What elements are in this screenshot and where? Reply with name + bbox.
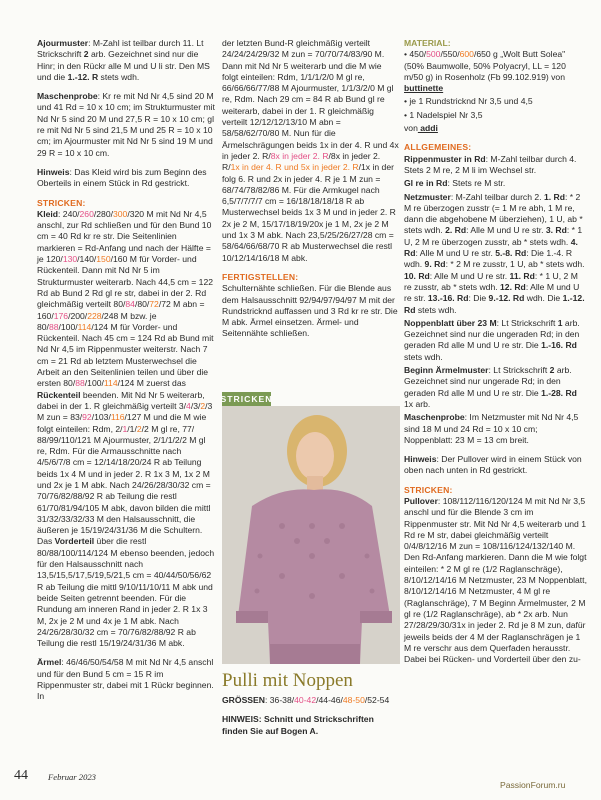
term: Maschenprobe	[404, 412, 465, 423]
text: : Im Netzmuster mit Nd Nr 4,5 sind 18 M und 24 Rd = 10 x 10 cm; Noppenblatt: 23 M = 13 cm breit.	[404, 412, 579, 445]
text: HINWEIS: Schnitt und Strickschriften finden Sie auf Bogen A.	[222, 714, 374, 736]
supplier-buttinette: buttinette	[404, 83, 444, 94]
text: • 450/	[404, 49, 427, 60]
text: /3/	[190, 400, 201, 411]
text: 1.-16. Rd	[538, 340, 577, 351]
text: 12. Rd	[497, 281, 526, 292]
text: : Kr re mit Nd Nr 4,5 sind 20 M und 41 Rd = 10 x 10 cm; im Strukturmuster mit Nd Nr 5 sind 20 M und 27,5 R = 10 x 10 cm; gl re mit Nd Nr 5 sind 21,5 M und 25 R = 10 x 10 cm; im Ajourmuster mit Nd Nr 5 sind 19 M und 29 R = 10 x 10 cm.	[37, 91, 215, 158]
size-value: 2	[200, 400, 206, 411]
text: /2 M gl re, 77/ 88/99/110/121 M Ajourmuster, 2/1/1/2/2 M gl re, Rdm. Für die Armausschnitte nach 4/5/6/7/8 cm = 12/14/18/20/24 R ab Teilung beids 1x 4 M und in jeder 2. R 1x 3 M, 1x 2 M und 2x je 1 M abk. Nach 24/26/28/30/32 cm = 70/76/82/88/92 R ab Teilung die restl 61/70/81/94/105 M abk, davon bilden die mittl 31/32/33/32/33 M den Halsausschnitt, die äußeren je 15/19/24/31/36 M die Schultern. Das	[37, 423, 211, 547]
paragraph-ajourmuster	[37, 38, 215, 83]
text: : Die 1.-4. R wdh.	[404, 248, 573, 270]
term: Noppenblatt über 23 M	[404, 317, 497, 328]
text: /100/	[58, 321, 78, 332]
size-value: 8x in jeder 2. R	[270, 150, 329, 161]
text: : Lt Strickschrift	[496, 317, 556, 328]
text: 4. Rd	[404, 236, 578, 259]
text: von	[404, 123, 418, 134]
text: beenden. Mit Nd Nr 5 weiterarb, dabei in der 1. R gleichmäßig verteilt 3/	[37, 389, 205, 411]
text: 9. Rd	[422, 259, 446, 270]
text: 2	[81, 49, 89, 60]
text: arb. Gezeichnet sind nur ungerade Rd; in den geraden Rd alle M und U re str. Die	[404, 365, 572, 398]
text: /3 M zun = 83/	[37, 400, 213, 423]
paragraph-glre	[404, 178, 587, 189]
size-value: 228	[87, 310, 102, 321]
text: : * 1 U, 2 M re überzogen zusstr, ab * stets wdh.	[404, 225, 583, 247]
text: : 46/46/50/54/58 M mit Nd Nr 4,5 anschl und für den Bund 5 cm = 15 R im Rippenmuster str, dabei mit 1 Rückr beginnen. In	[37, 657, 214, 702]
size-value: 114	[103, 378, 118, 389]
text: : Der Pullover wird in einem Stück von oben nach unten in Rd gestrickt.	[404, 454, 582, 476]
term: Rippenmuster in Rd	[404, 153, 486, 164]
size-value: 114	[77, 321, 92, 332]
text: 9.-12. Rd	[486, 293, 525, 304]
term: Hinweis	[404, 454, 437, 465]
text: : 240/	[58, 208, 80, 219]
text: : * 1 U, 2 M re zusstr, ab * stets wdh.	[404, 270, 578, 292]
text: der letzten Bund-R gleichmäßig verteilt 24/24/24/29/32 M zun = 70/70/74/83/90 M. Dann mit Nd Nr 5 weiterarb und die M wie folgt einteilen: Rdm, 1/1/1/2/0 M gl re, 66/66/66/77/88 M Ajourmuster, 1/1/3/2/0 M gl re, Rdm. Nach 29 cm = 84 R ab Bund gl re weiterarb, dabei in der 1. R gleichmäßig verteilt 12/12/12/13/10 M abn = 58/58/62/70/80 M. Nun für die Ärmelschrägungen beids 1x in der 4. R und 4x in jeder 2. R/	[222, 38, 399, 161]
size-value: 40-42	[294, 695, 317, 705]
paragraph-fertigstellen: Schulternähte schließen. Für die Blende aus dem Halsausschnitt 92/94/97/94/97 M mit der Rundstricknd auffassen und 3 Rd kr re str. Die M abk. Ärmel einsetzen. Ärmel- und Seitennähte schließen.	[222, 283, 398, 339]
paragraph-maschenprobe-2	[404, 412, 587, 446]
text: : Lt Strickschrift	[488, 365, 548, 376]
text: /320 M mit Nd Nr 4,5 anschl, zur Rd schließen und für den Bund 10 cm = 40 Rd kr re str. Die Seitenlinien markieren = Rd-Anfang und nach der Hälfte = je 120/	[37, 208, 212, 265]
heading-material: MATERIAL:	[404, 38, 451, 48]
term: Pullover	[404, 495, 438, 506]
size-value: 4	[186, 400, 191, 411]
text: : Stets re M str.	[447, 178, 506, 189]
text: stets wdh.	[98, 71, 140, 82]
size-value: 1	[122, 423, 128, 434]
column-1	[37, 38, 215, 711]
photo-caption	[222, 664, 400, 737]
term-aermel: Ärmel	[37, 657, 62, 668]
paragraph-pullover	[404, 496, 587, 665]
text: : * 2 M re zusstr, 1 U, ab * stets wdh.	[445, 259, 585, 270]
paragraph-aermel-cont	[222, 38, 400, 264]
text: /200/	[68, 310, 88, 321]
issue-date: Februar 2023	[48, 772, 96, 782]
heading-stricken: STRICKEN:	[37, 197, 86, 208]
hinweis-note	[222, 714, 400, 737]
size-value: 176	[53, 310, 69, 321]
text: 2	[547, 365, 555, 376]
text: : Alle M und U re str.	[415, 248, 493, 259]
supplier-addi: addi	[417, 123, 438, 134]
text: : Alle M und U re str.	[404, 281, 580, 304]
text: /8x in jeder 2. R/	[222, 150, 381, 173]
text: : Das Kleid wird bis zum Beginn des Oberteils in einem Stück in Rd gestrickt.	[37, 166, 207, 189]
term: Gl re in Rd	[404, 178, 448, 189]
text: 5.-8. Rd	[492, 248, 527, 259]
size-value: 130	[62, 254, 78, 265]
size-value: 84	[125, 299, 135, 310]
size-value: 260	[79, 208, 94, 219]
text: : Alle M und U re str.	[429, 270, 508, 281]
size-value: 2	[136, 423, 142, 434]
paragraph-rippenmuster	[404, 154, 587, 177]
text: 1x arb.	[404, 398, 431, 409]
text: 1.-28. Rd	[538, 387, 577, 398]
material-list	[404, 49, 587, 94]
text: /550/	[440, 49, 460, 60]
size-value: 72	[149, 299, 159, 310]
material-item-2: • je 1 Rundstricknd Nr 3,5 und 4,5	[404, 96, 533, 107]
material-item-4	[404, 123, 587, 134]
paragraph-hinweis	[37, 167, 215, 190]
term-rueckenteil: Rückenteil	[37, 389, 81, 400]
text: : M-Zahl teilbar durch 4. Stets 2 M re, 2 M li im Wechsel str.	[404, 153, 577, 175]
text: arb. Gezeichnet sind nur die ungeraden Rd; in den geraden Rd alle M und U re str. Die	[404, 317, 580, 351]
material-item-3: • 1 Nadelspiel Nr 3,5	[404, 109, 483, 120]
text: 1.-12. Rd	[404, 293, 585, 315]
text: 1	[555, 317, 563, 328]
size-value: 1x in der 4. R und 5x in jeder 2. R	[230, 162, 359, 173]
text: : Die	[468, 293, 487, 304]
text: /160 M für Vorder- und Rückenteil. Dann mit Nd Nr 5 im Strukturmuster weiterarb. Nach 44,5 cm = 122 Rd ab Bund 2 Rd gl re str, dabei in der 2. Rd gleichmäßig verteilt 80/	[37, 254, 214, 310]
paragraph-aermelmuster	[404, 365, 587, 410]
sizes-line	[222, 695, 400, 706]
term-ajourmuster: Ajourmuster	[37, 38, 89, 48]
heading-stricken-2: STRICKEN:	[404, 484, 453, 495]
paragraph-aermel	[37, 657, 215, 702]
term: Beginn Ärmelmuster	[404, 365, 489, 376]
size-value: 92	[82, 412, 92, 423]
size-value: 116	[110, 412, 125, 423]
page-number: 44	[14, 768, 28, 783]
size-value: 48-50	[342, 695, 365, 705]
text: wdh. Die	[524, 293, 561, 304]
text: /44-46/	[316, 695, 343, 705]
text: stets wdh.	[404, 351, 443, 362]
text: /103/	[91, 412, 111, 423]
text: /1/	[127, 423, 137, 434]
text: : * 2 M re überzogen zusstr (= 1 M re abh, 1 M re, dann die abgehobene M überziehen), 1 U, ab * stets wdh.	[404, 191, 583, 236]
text: : 36-38/	[264, 695, 295, 705]
text: /80/	[134, 299, 150, 310]
text: 3. Rd	[543, 225, 567, 236]
size-value: 150	[96, 254, 111, 265]
term-hinweis: Hinweis	[37, 166, 70, 177]
text: /52-54	[364, 695, 390, 705]
model-illustration	[222, 406, 400, 664]
text: stets wdh.	[415, 304, 457, 315]
term-kleid: Kleid	[37, 208, 59, 219]
text: : Alle M und U re str.	[466, 225, 544, 236]
text: 1.-12. R	[65, 71, 99, 82]
paragraph-noppenblatt	[404, 318, 587, 363]
heading-allgemeines: ALLGEMEINES:	[404, 142, 472, 153]
text: /124 M für Vorder- und Rückenteil. Nach 45 cm = 124 Rd ab Bund mit Nd Nr 4,5 im Rippenmuster weiterstr. Nach 7 cm = 21 Rd ab letztem Musterwechsel die Arbeit an den Seitenlinien teilen und über die ersten 80/	[37, 321, 214, 389]
text: /72 M abn = 160/	[37, 299, 205, 321]
watermark: PassionForum.ru	[500, 780, 566, 790]
text: 1. Rd	[541, 191, 565, 202]
paragraph-netzmuster	[404, 192, 587, 316]
size-value: 300	[113, 208, 128, 219]
text: : M-Zahl ist teilbar durch 11. Lt Strickschrift	[37, 38, 204, 60]
text: arb. Gezeichnet sind nur die Hinr; in den Rückr alle M und U li str. Den MS und die	[37, 49, 210, 82]
paragraph-maschenprobe	[37, 91, 215, 159]
text: 10. Rd	[404, 270, 430, 281]
model-photo	[222, 406, 400, 664]
term-vorderteil: Vorderteil	[52, 536, 95, 547]
section-tab-stricken: STRICKEN	[220, 394, 273, 404]
text: 13.-16. Rd	[425, 293, 469, 304]
text: /1x in der folg 6. R und 2x in jeder 4. R je 1 M zun = 68/74/78/82/86 M. Für die Armkugel nach 6,5/7/7/7/7 cm = 16/18/18/18/18 R ab Musterwechsel beids 1x 3 M und in jeder 2. R 2x je 2 M, 15/17/18/19/20x je 1 M, 2x je 2 M und 1x 3 M abk. Nach 23,5/25/26/27/28 cm = 58/64/66/68/70 R ab Musterwechsel die restl 10/12/14/16/18 M abk.	[222, 162, 396, 263]
text: /650 g „Wolt Butt Solea" (50% Baumwolle, 50% Polyacryl, LL = 120 m/50 g) in Rosenholz (Fb 99.102.919) von	[404, 49, 566, 82]
column-3	[404, 38, 587, 673]
text: /280/	[93, 208, 113, 219]
paragraph-hinweis-2	[404, 454, 587, 477]
term-groessen: GRÖSSEN	[222, 695, 265, 705]
size-value: 88	[48, 321, 59, 332]
text: /124 M zuerst das	[117, 378, 186, 389]
text: /140/	[77, 254, 97, 265]
size-value: 88	[75, 378, 85, 389]
text: /248 M bzw. je 80/	[37, 310, 157, 332]
text: über die restl 80/88/100/114/124 M ebenso beenden, jedoch für den Halsausschnitt nach 13,5/15,5/17,5/19,5/21,5 cm = 40/44/50/56/62 R ab Teilung die mittl 9/10/11/10/11 M abk und beide Seiten getrennt beenden. Für die Rundung am inneren Rand in jeder 2. R 1x 3 M, 2x je 2 M und 4x je 1 M abk. Nach 24/26/28/30/32 cm = 70/76/82/88/92 R ab Teilung die restl 15/19/24/31/36 M abk.	[37, 536, 215, 649]
text: : 108/112/116/120/124 M mit Nd Nr 3,5 anschl und für die Blende 3 cm im Rippenmuster str. Mit Nd Nr 4,5 weiterarb und 1 Rd re M str, dabei gleichmäßig verteilt 0/4/8/12/16 M zun = 108/116/124/132/140 M. Den Rd-Anfang markieren. Dann die M wie folgt einteilen: * 2 M gl re (1/2 Raglanschräge), 8/10/12/14/16 M Netzmuster, 23 M Noppenblatt, 8/10/12/14/16 M Netzmuster, 4 M gl re (Raglanschräge), 7 M Beginn Ärmelmuster, 2 M gl re (1/2 Raglanschräge), ab * 2x arb. Nun 27/28/29/30/31x in jeder 2. Rd je 8 M zun, dafür jeweils beids der 4 M der Raglanschrägen je 1 M re verschr aus dem Querfaden herausstr. Dabei bei Rücken- und Vorderteil über den zu-	[404, 495, 587, 665]
text: : M-Zahl teilbar durch 2.	[450, 191, 542, 202]
text: /127 M und die M wie folgt einteilen: Rdm, 2/	[37, 412, 207, 434]
term: Netzmuster	[404, 191, 451, 202]
term-maschenprobe: Maschenprobe	[37, 91, 98, 102]
text: /100/	[84, 378, 104, 389]
text: 11. Rd	[507, 270, 535, 281]
pattern-title: Pulli mit Noppen	[222, 670, 353, 691]
size-value: 500	[426, 49, 441, 60]
column-2	[222, 38, 400, 348]
paragraph-kleid	[37, 209, 215, 650]
heading-fertigstellen: FERTIGSTELLEN:	[222, 271, 299, 282]
text: 2. Rd	[442, 225, 467, 236]
size-value: 600	[459, 49, 474, 60]
